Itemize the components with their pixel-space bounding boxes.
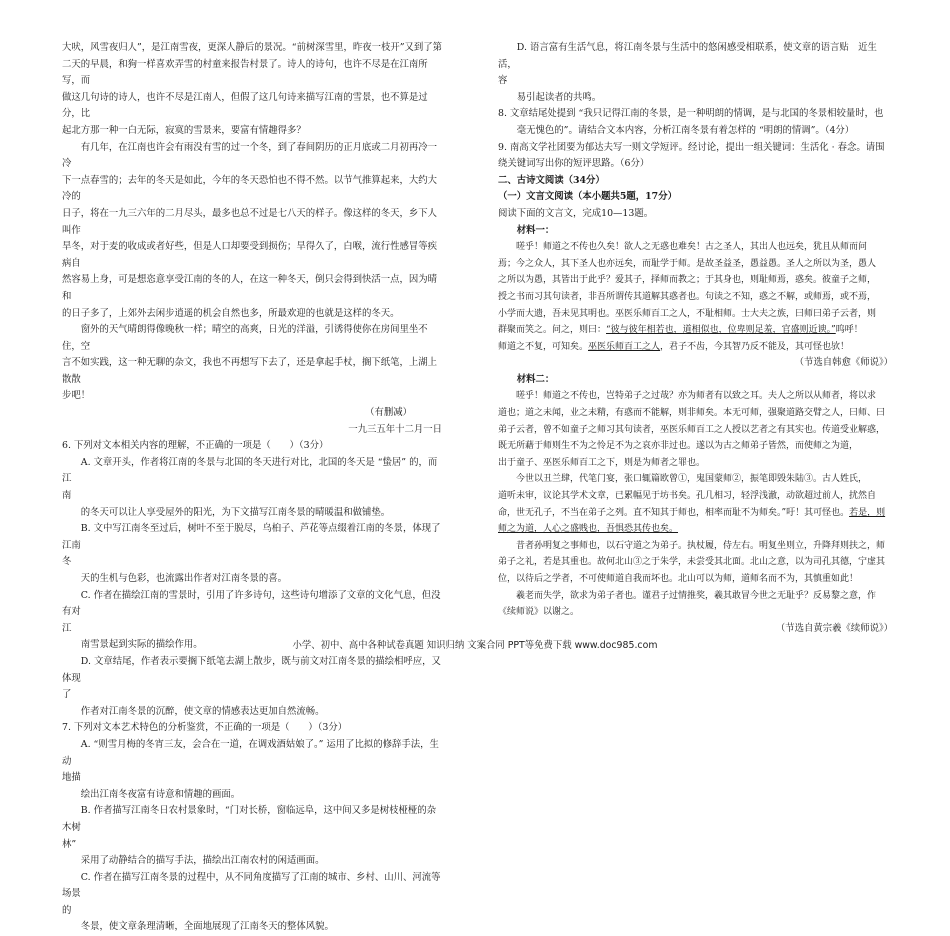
material-line: 既无所藉于师则生不为之怜足不为之哀亦非过也。遂以为古之师弟子皆然，而使师之为道， xyxy=(498,441,859,452)
q7-option-d-wrap: 容 xyxy=(498,75,508,87)
material-line: 羲老而失学，欲求为弟子者也。谨君子过情推奖，羲其敢冒今世之无耻乎？反易黎之意，作 xyxy=(516,590,877,601)
essay-date: 一九三五年十二月一日 xyxy=(348,423,442,435)
right-column xyxy=(498,40,893,637)
q6-option-a: A. 文章开头，作者将江南的冬景与北国的冬天进行对比，北国的冬天是 “蛰居” 的，而江 xyxy=(62,456,438,485)
material-line: 位，以待后之学者，不可使师道自我而坏也。北山可以为师，道师名而不为，其慎重如此！ xyxy=(498,574,859,584)
passage-line: 旱冬，对于麦的收成或者好些，但是人口却要受到损伤；旱得久了，白喉，流行性感冒等疾病自 xyxy=(62,241,438,269)
q7-option-d-cont: 易引起读者的共鸣。 xyxy=(516,91,602,103)
question-9-cont: 绕关键词写出你的短评思路。（6分） xyxy=(498,158,650,170)
material-line: 师道之不复，可知矣。巫医乐师百工之人，君子不齿，今其智乃反不能及，其可怪也欤！ xyxy=(498,341,850,352)
q6-option-a-wrap: 南 xyxy=(62,490,72,502)
material-2-label: 材料二： xyxy=(516,373,555,385)
material-line: 昔者孙明复之事师也，以石守道之为弟子。执杖履，侍左右。明复坐则立，升降拜则扶之，师 xyxy=(516,540,886,551)
q7-option-a-wrap: 地描 xyxy=(62,772,81,784)
question-7: 7. 下列对文本艺术特色的分析鉴赏，不正确的一项是（ ）（3分） xyxy=(62,722,348,734)
q7-option-a: A. “则雪月梅的冬宵三友，会合在一道，在调戏酒姑娘了。” 运用了比拟的修辞手法，生动 xyxy=(62,738,439,767)
material-line: 《续师说》以谢之。 xyxy=(498,607,580,618)
source-1: （节选自韩愈《师说》） xyxy=(794,357,893,369)
question-9: 9. 南高文学社团要为郁达夫写一则文学短评。经讨论，提出一组关键词：生活化 · 春念。请围 xyxy=(498,141,885,153)
q6-option-c-cont: 南雪景起到实际的描绘作用。 xyxy=(80,639,203,651)
underlined-quote: “彼与彼年相若也，道相似也，位卑则足羞，官盛则近谀。” xyxy=(606,325,836,336)
material-line: 命，世无孔子，不当在弟子之列。直不知其于师也，相率而耻不为师矣。”吁！其可怪也。若是，则 xyxy=(498,507,886,518)
passage-line: 步吧！ xyxy=(62,390,91,402)
source-2: （节选自黄宗羲《续师说》） xyxy=(775,622,893,634)
underlined-sentence: 师之为道，人心之盛贱也，吾惧恐其传也矣。 xyxy=(498,524,679,535)
q7-option-b-cont: 采用了动静结合的描写手法，描绘出江南农村的闲适画面。 xyxy=(80,855,325,867)
q6-option-d-cont: 作者对江南冬景的沉醉，使文章的情感表达更加自然流畅。 xyxy=(80,705,325,717)
underlined-phrase: 若是，则 xyxy=(849,507,886,518)
passage-line: 二天的早晨，和狗一样喜欢弄雪的村童来报告村景了。诗人的诗句，也许不尽是在江南所写，而 xyxy=(62,58,428,87)
q6-option-b: B. 文中写江南冬至过后，树叶不至于脱尽，乌桕子、芦花等点缀着江南的冬景，体现了江南 xyxy=(62,523,441,551)
q6-option-d: D. 文章结尾，作者表示要搁下纸笔去湖上散步，既与前文对江南冬景的描绘相呼应，又体现 xyxy=(62,655,441,684)
passage-line: 有几年，在江南也许会有雨没有雪的过一个冬，到了春间阴历的正月底或二月初再冷一冷 xyxy=(62,141,438,170)
material-2-text xyxy=(498,388,893,620)
reading-instruction: 阅读下面的文言文，完成10—13题。 xyxy=(498,207,654,219)
q7-option-a-cont: 绘出江南冬夜富有诗意和情趣的画面。 xyxy=(80,788,241,800)
passage-line: 大吠，风雪夜归人”，是江南雪夜，更深人静后的景况。“前树深雪里，昨夜一枝开”又到了第 xyxy=(62,42,443,53)
underlined-phrase: 巫医乐师百工之人 xyxy=(588,341,661,352)
material-line: 今世以丑兰肆，代笔门宴，张口辄篇欧曾①，鬼国蒙师②，振笔即毁朱陆③。古人姓氏， xyxy=(516,474,868,485)
q7-option-c: C. 作者在描写江南冬景的过程中，从不同角度描写了江南的城市、乡村、山川、河流等场景 xyxy=(62,871,441,900)
material-line: 小学而大遗，吾未见其明也。巫医乐师百工之人，不耻相师。士大夫之族，曰师曰弟子云者，则 xyxy=(498,308,877,319)
passage-line: 日子，将在一九三六年的二月尽头，最多也总不过是七八天的样子。像这样的冬天，乡下人叫作 xyxy=(62,207,438,236)
q6-option-b-wrap: 冬 xyxy=(62,556,72,568)
q6-option-b-cont: 天的生机与色彩，也流露出作者对江南冬景的喜。 xyxy=(80,573,288,584)
deletion-note: （有删减） xyxy=(365,407,412,419)
q7-option-b: B. 作者描写江南冬日农村景象时，“门对长桥，窗临远阜，这中间又多是树枝桠桠的杂木树 xyxy=(62,805,436,833)
q6-option-c-wrap: 江 xyxy=(62,622,72,634)
passage-line: 起北方那一种一白无际，寂寞的雪景来，要富有情趣得多？ xyxy=(62,124,306,136)
q7-option-b-wrap: 林” xyxy=(62,838,77,850)
passage-line: 然容易上身，可是想恣意享受江南的冬的人，在这一种冬天，倒只会得到快活一点，因为晴和 xyxy=(62,274,438,302)
material-line: 道听未审，议论其学术文章，已累幅见于坊书矣。孔几相习，轻浮浅澈，动欲超过前人，扰然自 xyxy=(498,491,877,502)
essay-passage xyxy=(62,40,442,405)
material-line: 嗟乎！师道之不传也，岂特弟子之过哉？亦为师者有以致之耳。夫人之所以从师者，将以求 xyxy=(516,391,877,402)
passage-line: 的日子多了，上郊外去闲步逍遥的机会自然也多，所最欢迎的也就是这样的冬天。 xyxy=(62,307,400,319)
material-line: 授之书而习其句读者，非吾所谓传其道解其惑者也。句读之不知，惑之不解，或师焉，或不焉， xyxy=(498,291,877,302)
material-line: 弟子云者，曾不如童子之师习其句读者，巫医乐师百工之人授以艺者之有其实也。传道受业解惑， xyxy=(498,424,886,435)
question-6: 6. 下列对文本相关内容的理解，不正确的一项是（ ）（3分） xyxy=(62,440,329,452)
material-line: 焉；今之众人，其下圣人也亦远矣，而耻学于师。是故圣益圣，愚益愚。圣人之所以为圣，愚人 xyxy=(498,258,877,269)
passage-line: 窗外的天气晴朗得像晚秋一样；晴空的高爽，日光的洋溢，引诱得使你在房间里坐不住，空 xyxy=(62,324,428,352)
q6-option-a-cont: 的冬天可以让人享受屋外的阳光，为下文描写江南冬景的晴暖温和做铺垫。 xyxy=(80,506,391,518)
q6-option-c: C. 作者在描绘江南的雪景时，引用了许多诗句，这些诗句增添了文章的文化气息，但没有对 xyxy=(62,589,441,618)
q7-option-c-cont: 冬景，使文章条理清晰，全面地展现了江南冬天的整体风貌。 xyxy=(80,921,334,933)
left-column xyxy=(62,40,442,936)
material-line: 出于童子、巫医乐师百工之下，则是为师者之罪也。 xyxy=(498,457,706,468)
material-1-label: 材料一： xyxy=(516,224,555,236)
subsection-heading: （一）文言文阅读（本小题共5题，17分） xyxy=(498,191,677,203)
page-footer: 小学、初中、高中各种试卷真题 知识归纳 文案合同 PPT等免费下载 www.doc985.com xyxy=(292,640,658,651)
q6-option-d-wrap: 了 xyxy=(62,689,72,701)
material-line: 群聚而笑之。问之，则曰：“彼与彼年相若也，道相似也，位卑则足羞，官盛则近谀。”呜呼！ xyxy=(498,325,863,336)
section-2-heading: 二、古诗文阅读（34分） xyxy=(498,174,605,186)
passage-line: 下一点春雪的；去年的冬天是如此，今年的冬天恐怕也不得不然。以节气推算起来，大约大冷的 xyxy=(62,174,438,203)
material-line: 弟子之礼，若是其重也。故何北山③之于朱学，未尝受其北面。北山之意，以为司孔其德，宁虚其 xyxy=(498,557,886,568)
q7-option-d: D. 语言富有生活气息，将江南冬景与生活中的悠闲感受相联系，使文章的语言贴 近生活， xyxy=(498,42,877,70)
passage-line: 做这几句诗的诗人，也许不尽是江南人，但假了这几句诗来描写江南的雪景，也不算是过分，比 xyxy=(62,91,428,120)
material-1-text xyxy=(498,239,893,355)
question-8-cont: 毫无愧色的”。请结合文本内容，分析江南冬景有着怎样的 “明朗的情调”。（4分） xyxy=(516,124,855,136)
material-line: 之所以为愚，其皆出于此乎？爱其子，择师而教之；于其身也，则耻师焉，惑矣。彼童子之师， xyxy=(498,275,877,286)
passage-line: 言不如实践，这一种无聊的杂文，我也不再想写下去了，还是拿起手杖，搁下纸笔，上湖上散散 xyxy=(62,357,438,385)
q7-option-c-wrap: 的 xyxy=(62,904,72,916)
material-line: 嗟乎！师道之不传也久矣！欲人之无惑也难矣！古之圣人，其出人也远矣，犹且从师而问 xyxy=(516,242,868,253)
material-line: 道也；道之未闻，业之未精，有惑而不能解，则非师矣。本无可师，强聚道路交臂之人，曰师、曰 xyxy=(498,408,886,419)
question-8: 8. 文章结尾处提到 “我只记得江南的冬景，是一种明朗的情调，是与北国的冬景相较量时，也 xyxy=(498,108,884,120)
